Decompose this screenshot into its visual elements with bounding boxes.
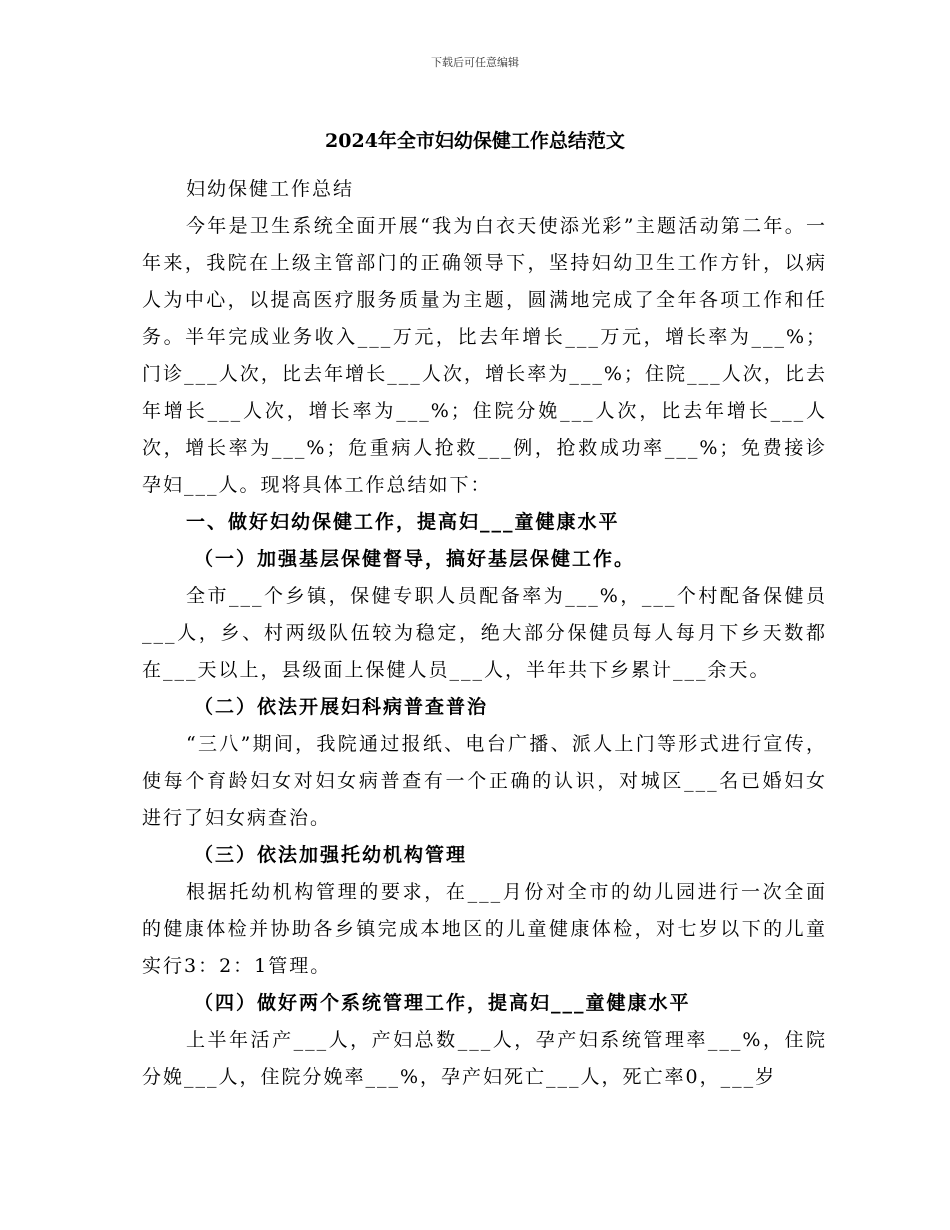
paragraph-subsection-2: “三八”期间，我院通过报纸、电台广播、派人上门等形式进行宣传，使每个育龄妇女对妇女病普查有一个正确的认识，对城区___名已婚妇女进行了妇女病查治。 xyxy=(142,733,827,829)
subsection-heading-2: （二）依法开展妇科病普查普治 xyxy=(194,696,489,718)
paragraph-intro: 今年是卫生系统全面开展“我为白衣天使添光彩”主题活动第二年。一年来，我院在上级主管部门的正确领导下，坚持妇幼卫生工作方针，以病人为中心，以提高医疗服务质量为主题，圆满地完成了全年各项工作和任务。半年完成业务收入___万元，比去年增长___万元，增长率为___%；门诊___人次，比去年增长___人次，增长率为___%；住院___人次，比去年增长___人次，增长率为___%；住院分娩___人次，比去年增长___人次，增长率为___%；危重病人抢救___例，抢救成功率___%；免费接诊孕妇___人。现将具体工作总结如下： xyxy=(142,215,827,496)
paragraph-subsection-4: 上半年活产___人，产妇总数___人，孕产妇系统管理率___%，住院分娩___人，住院分娩率___%，孕产妇死亡___人，死亡率0，___岁 xyxy=(142,1029,827,1088)
subsection-heading-4: （四）做好两个系统管理工作，提高妇___童健康水平 xyxy=(194,992,691,1014)
paragraph-intro-heading: 妇幼保健工作总结 xyxy=(186,178,355,200)
subsection-heading-1: （一）加强基层保健督导，搞好基层保健工作。 xyxy=(194,548,636,570)
document-title: 2024年全市妇幼保健工作总结范文 xyxy=(325,130,625,152)
header-note: 下载后可任意编辑 xyxy=(431,56,519,69)
document-body xyxy=(142,171,827,1096)
subsection-heading-3: （三）依法加强托幼机构管理 xyxy=(194,844,468,866)
paragraph-subsection-1: 全市___个乡镇，保健专职人员配备率为___%，___个村配备保健员___人，乡、村两级队伍较为稳定，绝大部分保健员每人每月下乡天数都在___天以上，县级面上保健人员___人，半年共下乡累计___余天。 xyxy=(142,585,827,681)
section-heading-1: 一、做好妇幼保健工作，提高妇___童健康水平 xyxy=(186,511,620,533)
paragraph-subsection-3: 根据托幼机构管理的要求，在___月份对全市的幼儿园进行一次全面的健康体检并协助各乡镇完成本地区的儿童健康体检，对七岁以下的儿童实行3：2：1管理。 xyxy=(142,881,827,977)
